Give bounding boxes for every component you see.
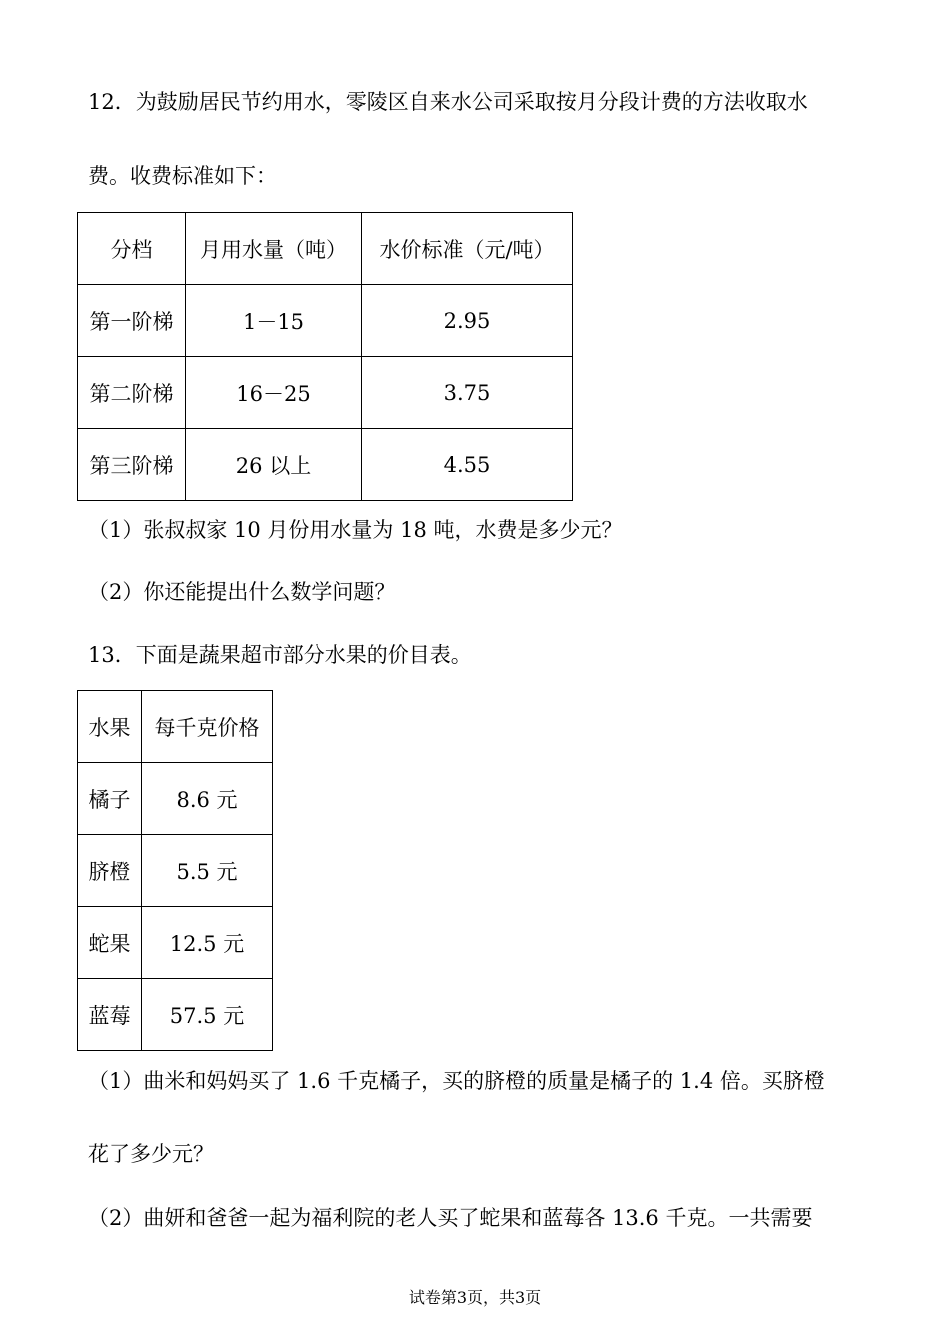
page-footer: 试卷第3页，共3页 — [408, 1288, 542, 1307]
table-row — [78, 835, 273, 907]
q13-text-line1: 13．下面是蔬果超市部分水果的价目表。 — [88, 643, 472, 667]
q12-sub2: （2）你还能提出什么数学问题？ — [88, 580, 396, 604]
table-header-row — [78, 213, 573, 285]
table-row — [78, 907, 273, 979]
q12-text-line1: 12．为鼓励居民节约用水，零陵区自来水公司采取按月分段计费的方法收取水 — [88, 90, 808, 114]
q13-sub1-line2: 花了多少元？ — [88, 1142, 214, 1166]
table-cell: 3.75 — [362, 357, 573, 429]
table-cell: 4.55 — [362, 429, 573, 501]
q12-sub1: （1）张叔叔家 10 月份用水量为 18 吨，水费是多少元？ — [88, 518, 623, 542]
table-cell: 16－25 — [186, 357, 362, 429]
table-cell: 蛇果 — [78, 907, 142, 979]
table-cell: 1－15 — [186, 285, 362, 357]
fruit-price-table — [77, 690, 273, 1051]
q13-sub1-line1: （1）曲米和妈妈买了 1.6 千克橘子，买的脐橙的质量是橘子的 1.4 倍。买脐橙 — [88, 1069, 825, 1093]
header-cell: 分档 — [78, 213, 186, 285]
header-cell: 每千克价格 — [142, 691, 273, 763]
table-cell: 8.6 元 — [142, 763, 273, 835]
table-cell: 橘子 — [78, 763, 142, 835]
table-cell: 脐橙 — [78, 835, 142, 907]
table-cell: 5.5 元 — [142, 835, 273, 907]
table-row — [78, 979, 273, 1051]
table-cell: 2.95 — [362, 285, 573, 357]
table-cell: 26 以上 — [186, 429, 362, 501]
header-cell: 月用水量（吨） — [186, 213, 362, 285]
table-row — [78, 429, 573, 501]
header-cell: 水果 — [78, 691, 142, 763]
table-row — [78, 763, 273, 835]
table-cell: 第一阶梯 — [78, 285, 186, 357]
table-cell: 57.5 元 — [142, 979, 273, 1051]
table-row — [78, 285, 573, 357]
table-header-row — [78, 691, 273, 763]
table-cell: 第三阶梯 — [78, 429, 186, 501]
table-cell: 第二阶梯 — [78, 357, 186, 429]
header-cell: 水价标准（元/吨） — [362, 213, 573, 285]
table-row — [78, 357, 573, 429]
table-cell: 12.5 元 — [142, 907, 273, 979]
q12-text-line2: 费。收费标准如下： — [88, 164, 277, 188]
q13-sub2-line1: （2）曲妍和爸爸一起为福利院的老人买了蛇果和蓝莓各 13.6 千克。一共需要 — [88, 1206, 813, 1230]
water-price-table — [77, 212, 573, 501]
table-cell: 蓝莓 — [78, 979, 142, 1051]
